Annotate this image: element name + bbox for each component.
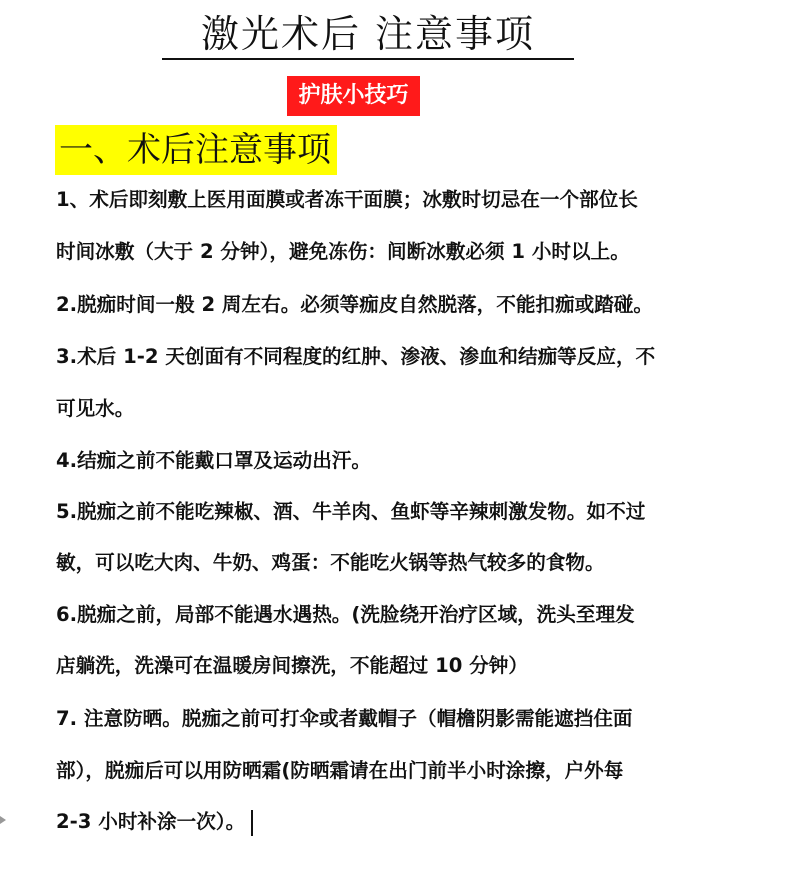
body-line: 7. 注意防晒。脱痂之前可打伞或者戴帽子（帽檐阴影需能遮挡住面 (56, 707, 633, 730)
skincare-tips-tag: 护肤小技巧 (287, 76, 420, 116)
body-line: 5.脱痂之前不能吃辣椒、酒、牛羊肉、鱼虾等辛辣刺激发物。如不过 (56, 500, 646, 523)
body-line: 店躺洗，洗澡可在温暖房间擦洗，不能超过 10 分钟） (56, 654, 528, 677)
document-title: 激光术后 注意事项 (162, 10, 574, 60)
body-line: 4.结痂之前不能戴口罩及运动出汗。 (56, 449, 371, 472)
section-heading: 一、术后注意事项 (55, 125, 337, 175)
body-line: 部），脱痂后可以用防晒霜(防晒霜请在出门前半小时涂擦，户外每 (56, 759, 624, 782)
body-line: 可见水。 (56, 397, 135, 420)
text-cursor (251, 810, 253, 836)
body-line: 1、术后即刻敷上医用面膜或者冻干面膜；冰敷时切忌在一个部位长 (56, 188, 638, 211)
body-line: 敏，可以吃大肉、牛奶、鸡蛋：不能吃火锅等热气较多的食物。 (56, 551, 605, 574)
body-line: 2.脱痂时间一般 2 周左右。必须等痂皮自然脱落，不能扣痂或踏碰。 (56, 293, 653, 316)
body-line-text: 2-3 小时补涂一次）。 (56, 810, 246, 833)
margin-marker-icon (0, 816, 6, 824)
body-line-last[interactable] (56, 808, 756, 836)
body-line: 时间冰敷（大于 2 分钟），避免冻伤：间断冰敷必须 1 小时以上。 (56, 240, 630, 263)
body-line: 3.术后 1-2 天创面有不同程度的红肿、渗液、渗血和结痂等反应，不 (56, 345, 656, 368)
body-line: 6.脱痂之前，局部不能遇水遇热。(洗脸绕开治疗区域，洗头至理发 (56, 603, 635, 626)
